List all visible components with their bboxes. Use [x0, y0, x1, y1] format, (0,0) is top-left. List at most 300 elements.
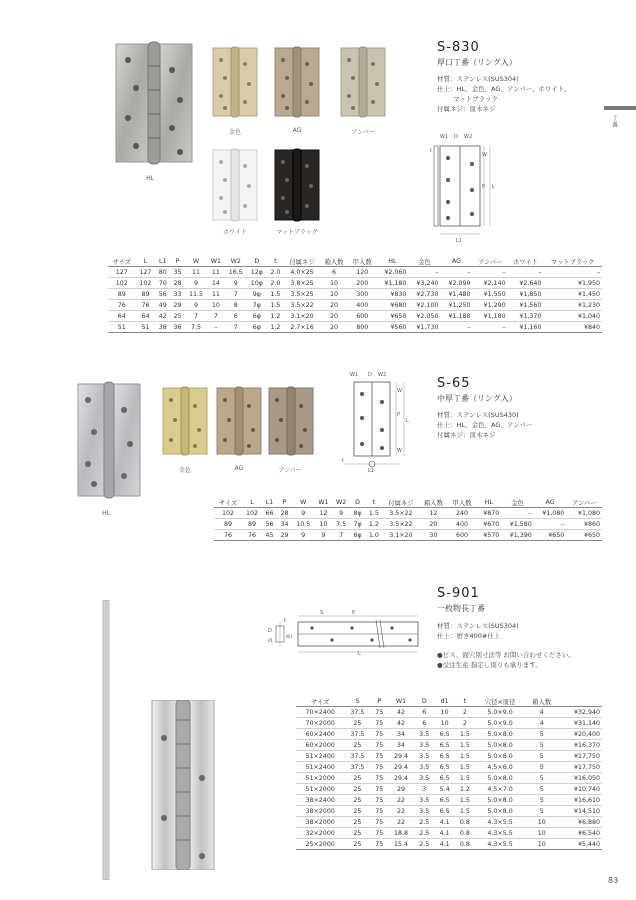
table-cell: –: [543, 267, 602, 278]
table-cell: ¥1,370: [508, 311, 544, 322]
s65-dim-w: W: [397, 388, 402, 394]
table-cell: 4.3×5.5: [475, 839, 525, 850]
table-cell: 29: [277, 530, 292, 541]
table-header-cell: S: [344, 696, 370, 707]
table-cell: 11: [207, 289, 225, 300]
table-cell: –: [207, 322, 225, 333]
table-cell: 102: [242, 508, 262, 519]
table-cell: 56: [262, 519, 277, 530]
table-cell: 800: [348, 322, 376, 333]
table-cell: ¥10,740: [558, 784, 602, 795]
table-cell: 75: [371, 828, 388, 839]
table-cell: 25: [344, 817, 370, 828]
table-cell: 3.5: [414, 729, 434, 740]
table-cell: 25: [344, 740, 370, 751]
s901-dim-t: t: [284, 618, 286, 624]
table-cell: 3.5: [414, 795, 434, 806]
table-cell: 400: [448, 519, 477, 530]
table-header-cell: P: [277, 497, 292, 508]
table-header-cell: サイズ: [214, 497, 242, 508]
table-cell: 102: [136, 278, 156, 289]
table-cell: 4.5×7.0: [475, 784, 525, 795]
table-cell: ¥17,750: [558, 762, 602, 773]
table-cell: ¥840: [543, 322, 602, 333]
s830-dim-d: D: [454, 134, 458, 140]
table-cell: –: [501, 508, 534, 519]
table-cell: 2.5: [414, 817, 434, 828]
table-row: [108, 289, 602, 300]
table-cell: 3.5: [414, 751, 434, 762]
table-cell: 76: [136, 300, 156, 311]
s65-amber-hinge-photo: [268, 386, 314, 456]
table-header-cell: t: [267, 256, 284, 267]
table-cell: 60×2000: [296, 740, 344, 751]
table-header-row: [108, 256, 602, 267]
table-cell: 38: [155, 322, 170, 333]
table-cell: ¥1,560: [508, 300, 544, 311]
s65-spec-line: 仕上：HL、金色、AG、アンバー: [437, 421, 533, 429]
table-cell: 42: [388, 718, 414, 729]
s830-spec-table: [108, 256, 602, 333]
table-row: [296, 762, 602, 773]
table-cell: 22: [388, 795, 414, 806]
table-header-cell: 甲入数: [448, 497, 477, 508]
table-cell: 5.4: [434, 784, 454, 795]
table-cell: ¥20,400: [558, 729, 602, 740]
table-cell: 4.3×5.5: [475, 828, 525, 839]
s65-caption-gold: 金色: [178, 467, 191, 474]
table-cell: ¥2,050: [408, 311, 440, 322]
s830-amber-hinge-photo: [340, 46, 386, 118]
table-cell: 33: [170, 289, 185, 300]
table-cell: 10: [525, 828, 558, 839]
table-cell: 5: [525, 806, 558, 817]
table-cell: 76: [242, 530, 262, 541]
table-cell: 75: [371, 718, 388, 729]
s65-spec-line: 材質：ステンレス(SUS430): [437, 411, 519, 419]
table-cell: ¥2,730: [408, 289, 440, 300]
table-cell: 10φ: [247, 278, 267, 289]
table-cell: 80: [155, 267, 170, 278]
table-cell: 37.5: [344, 751, 370, 762]
table-cell: 4.0×25: [284, 267, 320, 278]
table-cell: 6: [414, 707, 434, 718]
table-cell: 12φ: [247, 267, 267, 278]
s901-dim-d: D: [268, 628, 272, 634]
table-cell: ¥1,850: [508, 289, 544, 300]
s65-dim-l1: L1: [368, 468, 374, 474]
table-header-cell: マットブラック: [543, 256, 602, 267]
table-cell: 9: [185, 278, 207, 289]
s65-dim-w1: W1: [350, 372, 359, 378]
table-header-cell: W2: [332, 497, 350, 508]
s65-spec-line: 付属ネジ：皿木ネジ: [437, 431, 496, 439]
table-cell: 28: [277, 508, 292, 519]
table-cell: ¥830: [376, 289, 408, 300]
s830-dim-l: L: [492, 184, 495, 190]
table-cell: ¥1,180: [473, 311, 508, 322]
table-header-cell: L: [242, 497, 262, 508]
table-header-cell: d1: [434, 696, 454, 707]
table-cell: 7.5: [185, 322, 207, 333]
table-row: [108, 311, 602, 322]
table-cell: 25: [344, 784, 370, 795]
table-header-cell: t: [455, 696, 475, 707]
table-cell: 5: [525, 762, 558, 773]
table-cell: 7: [207, 311, 225, 322]
table-cell: 120: [348, 267, 376, 278]
table-cell: 4.3×5.5: [475, 817, 525, 828]
s901-subtitle: 一枚物長丁番: [437, 604, 485, 613]
s830-caption-gold: 金色: [228, 129, 241, 136]
table-cell: ¥1,040: [543, 311, 602, 322]
table-cell: 9: [314, 530, 332, 541]
table-cell: 7φ: [247, 300, 267, 311]
table-cell: ¥870: [476, 508, 501, 519]
s65-spec-block: [437, 410, 532, 440]
table-cell: ¥1,390: [501, 530, 534, 541]
table-cell: 0.8: [455, 817, 475, 828]
table-cell: 1.5: [455, 740, 475, 751]
table-cell: ¥6,880: [558, 817, 602, 828]
table-cell: 51×2000: [296, 784, 344, 795]
table-row: [296, 828, 602, 839]
s830-spec-line: 材質：ステンレス(SUS304): [437, 75, 519, 83]
table-header-cell: ホワイト: [508, 256, 544, 267]
table-cell: 6.5: [434, 740, 454, 751]
table-cell: 25: [344, 839, 370, 850]
s830-gold-hinge-photo: [212, 46, 258, 118]
table-cell: ¥1,080: [566, 508, 602, 519]
s901-spec-block: [437, 621, 519, 641]
table-cell: 5: [525, 773, 558, 784]
table-cell: 3: [414, 784, 434, 795]
table-cell: 4: [525, 707, 558, 718]
s65-dim-d: D: [368, 372, 372, 378]
table-cell: 10: [434, 718, 454, 729]
table-cell: 6φ: [247, 322, 267, 333]
table-header-cell: HL: [376, 256, 408, 267]
table-cell: ¥650: [566, 530, 602, 541]
table-cell: 25: [344, 828, 370, 839]
table-cell: 5: [525, 795, 558, 806]
table-header-cell: 付属ネジ: [383, 497, 419, 508]
table-cell: 7: [225, 322, 247, 333]
table-cell: ¥17,750: [558, 751, 602, 762]
side-tab-label: 丁番: [612, 115, 619, 129]
table-row: [296, 718, 602, 729]
table-cell: ¥2,090: [440, 278, 472, 289]
s901-notes: [437, 650, 575, 670]
table-cell: ¥680: [376, 300, 408, 311]
table-cell: 37.5: [344, 729, 370, 740]
table-header-cell: 箱入数: [419, 497, 448, 508]
table-cell: –: [408, 267, 440, 278]
table-cell: 70×2000: [296, 718, 344, 729]
table-header-cell: アンバー: [473, 256, 508, 267]
table-cell: ¥16,610: [558, 795, 602, 806]
table-row: [296, 817, 602, 828]
s830-spec-line: マットブラック: [453, 95, 498, 103]
table-cell: 75: [371, 707, 388, 718]
table-cell: 51×2400: [296, 762, 344, 773]
table-cell: ¥570: [476, 530, 501, 541]
table-header-cell: P: [371, 696, 388, 707]
table-cell: 5.0×8.0: [475, 773, 525, 784]
table-header-cell: サイズ: [296, 696, 344, 707]
table-cell: 51×2000: [296, 773, 344, 784]
table-cell: 29.4: [388, 751, 414, 762]
table-cell: 25: [344, 718, 370, 729]
table-cell: 76: [214, 530, 242, 541]
table-cell: 29: [170, 300, 185, 311]
table-cell: 4.1: [434, 828, 454, 839]
table-cell: 240: [448, 508, 477, 519]
table-cell: 2.5: [414, 839, 434, 850]
table-cell: 2.0: [267, 278, 284, 289]
s65-caption-amber: アンバー: [278, 467, 302, 474]
table-cell: 42: [155, 311, 170, 322]
table-cell: ¥31,140: [558, 718, 602, 729]
s830-caption-hl: HL: [146, 175, 154, 182]
table-cell: 4.5×6.0: [475, 762, 525, 773]
s901-model-title: S-901: [437, 586, 480, 601]
table-cell: 6.5: [434, 806, 454, 817]
s65-caption-ag: AG: [234, 465, 244, 472]
table-header-cell: AG: [440, 256, 472, 267]
table-cell: 6: [320, 267, 348, 278]
table-cell: 5: [525, 729, 558, 740]
s901-dim-d1: d1: [268, 638, 274, 643]
table-header-cell: [558, 696, 602, 707]
table-cell: ¥1,180: [440, 311, 472, 322]
table-cell: 10: [434, 707, 454, 718]
table-cell: 1.5: [455, 773, 475, 784]
s830-caption-white: ホワイト: [223, 229, 247, 236]
table-cell: ¥16,370: [558, 740, 602, 751]
table-cell: –: [440, 322, 472, 333]
table-cell: 6.5: [434, 795, 454, 806]
table-cell: ¥860: [566, 519, 602, 530]
s65-dim-w-bottom: W: [397, 448, 402, 454]
table-cell: 32×2000: [296, 828, 344, 839]
table-cell: 5: [525, 740, 558, 751]
table-cell: ¥1,230: [543, 300, 602, 311]
table-cell: ¥1,290: [473, 300, 508, 311]
table-cell: ¥6,540: [558, 828, 602, 839]
table-cell: 75: [371, 762, 388, 773]
s901-dim-w1: W1: [286, 634, 293, 639]
s901-dim-p: P: [352, 610, 356, 616]
table-cell: 60×2400: [296, 729, 344, 740]
table-cell: ¥1,580: [501, 519, 534, 530]
table-header-cell: W: [292, 497, 315, 508]
s830-dim-p: P: [482, 184, 486, 190]
table-cell: 9: [225, 278, 247, 289]
table-header-cell: t: [365, 497, 383, 508]
table-cell: 29: [388, 784, 414, 795]
table-cell: 11: [185, 267, 207, 278]
table-cell: 45: [262, 530, 277, 541]
table-cell: 10.5: [292, 519, 315, 530]
table-cell: 37.5: [344, 707, 370, 718]
table-cell: 7: [332, 530, 350, 541]
table-cell: 37.5: [344, 762, 370, 773]
table-cell: 102: [214, 508, 242, 519]
table-row: [214, 508, 602, 519]
table-cell: 64: [136, 311, 156, 322]
table-cell: 9: [292, 530, 315, 541]
table-cell: 30: [419, 530, 448, 541]
table-cell: –: [534, 519, 567, 530]
table-cell: 51×2400: [296, 751, 344, 762]
s830-ag-hinge-photo: [274, 46, 320, 118]
table-cell: 75: [371, 740, 388, 751]
table-cell: 75: [371, 751, 388, 762]
table-cell: 10: [314, 519, 332, 530]
table-cell: 10: [207, 300, 225, 311]
table-row: [108, 300, 602, 311]
table-header-cell: 箱入数: [320, 256, 348, 267]
table-row: [108, 322, 602, 333]
table-cell: 34: [388, 729, 414, 740]
table-cell: 18.8: [388, 828, 414, 839]
table-row: [296, 839, 602, 850]
table-cell: 6: [225, 311, 247, 322]
table-cell: 3.5: [414, 806, 434, 817]
table-cell: ¥560: [376, 322, 408, 333]
table-cell: 1.5: [455, 729, 475, 740]
table-header-cell: 箱入数: [525, 696, 558, 707]
table-cell: ¥650: [534, 530, 567, 541]
table-header-cell: 穴径×皿径: [475, 696, 525, 707]
table-cell: 1.2: [365, 519, 383, 530]
table-cell: 3.5×22: [383, 508, 419, 519]
table-cell: 49: [155, 300, 170, 311]
table-header-cell: L1: [262, 497, 277, 508]
table-cell: 200: [348, 278, 376, 289]
table-cell: 4.1: [434, 839, 454, 850]
table-row: [296, 740, 602, 751]
table-cell: 10: [525, 817, 558, 828]
table-cell: 22: [388, 817, 414, 828]
table-cell: 102: [108, 278, 136, 289]
s901-note: ●受注生産 指定し別りも承ります。: [437, 661, 542, 669]
table-cell: 600: [348, 311, 376, 322]
table-cell: 5.0×9.0: [475, 707, 525, 718]
s65-dim-t: t: [342, 458, 344, 464]
table-cell: 12: [419, 508, 448, 519]
table-cell: 5.0×8.0: [475, 729, 525, 740]
table-cell: 35: [170, 267, 185, 278]
table-cell: 75: [371, 817, 388, 828]
table-cell: 3.5: [414, 762, 434, 773]
table-cell: 5.0×9.0: [475, 718, 525, 729]
s65-dim-p: P: [397, 412, 401, 418]
s65-dim-l: L: [406, 418, 409, 424]
table-cell: 14: [207, 278, 225, 289]
s830-dim-t: t: [430, 148, 432, 154]
s830-white-hinge-photo: [212, 148, 258, 222]
s830-subtitle: 厚口丁番（リング入）: [437, 58, 517, 67]
table-header-cell: D: [350, 497, 365, 508]
table-cell: 4.1: [434, 817, 454, 828]
table-cell: 600: [448, 530, 477, 541]
table-cell: 9φ: [247, 289, 267, 300]
table-cell: 75: [371, 795, 388, 806]
table-cell: ¥1,950: [543, 278, 602, 289]
table-cell: ¥670: [476, 519, 501, 530]
table-cell: 38×2000: [296, 817, 344, 828]
table-header-cell: 金色: [408, 256, 440, 267]
table-cell: –: [473, 267, 508, 278]
table-cell: 1.5: [455, 762, 475, 773]
table-cell: 400: [348, 300, 376, 311]
table-cell: 25: [344, 806, 370, 817]
s901-dim-s: S: [320, 610, 324, 616]
table-cell: 70×2400: [296, 707, 344, 718]
table-cell: 20: [320, 311, 348, 322]
table-cell: 1.2: [455, 784, 475, 795]
table-cell: 8: [225, 300, 247, 311]
table-cell: 11: [207, 267, 225, 278]
table-cell: 42: [388, 707, 414, 718]
table-header-cell: 金色: [501, 497, 534, 508]
table-row: [214, 530, 602, 541]
s830-dim-w2: W2: [464, 134, 473, 140]
table-cell: 127: [108, 267, 136, 278]
table-cell: 10: [320, 289, 348, 300]
s901-technical-drawing: [268, 608, 426, 656]
table-header-cell: W2: [225, 256, 247, 267]
table-cell: 1.0: [365, 530, 383, 541]
table-cell: 5.0×8.0: [475, 740, 525, 751]
table-cell: 25: [344, 795, 370, 806]
s65-spec-table: [214, 497, 602, 541]
s65-gold-hinge-photo: [162, 386, 208, 456]
table-row: [108, 267, 602, 278]
page-number: 83: [608, 876, 619, 885]
table-cell: ¥1,080: [534, 508, 567, 519]
table-cell: 15.4: [388, 839, 414, 850]
s65-dim-w2: W2: [378, 372, 387, 378]
table-header-cell: 甲入数: [348, 256, 376, 267]
table-cell: 7: [225, 289, 247, 300]
table-cell: 3.1×20: [383, 530, 419, 541]
table-header-cell: W1: [314, 497, 332, 508]
table-header-cell: 付属ネジ: [284, 256, 320, 267]
table-cell: 20: [419, 519, 448, 530]
s830-caption-black: マットブラック: [276, 229, 318, 236]
table-cell: –: [508, 267, 544, 278]
table-cell: 76: [108, 300, 136, 311]
table-cell: 51: [108, 322, 136, 333]
table-cell: 64: [108, 311, 136, 322]
table-cell: 28: [170, 278, 185, 289]
table-row: [108, 278, 602, 289]
table-cell: 3.5×25: [284, 289, 320, 300]
table-cell: ¥3,240: [408, 278, 440, 289]
table-cell: 1.2: [267, 311, 284, 322]
side-tab-bar: [604, 106, 636, 110]
table-cell: 1.5: [365, 508, 383, 519]
s830-model-title: S-830: [437, 40, 480, 55]
table-cell: 20: [320, 322, 348, 333]
s901-spec-line: 材質：ステンレス(SUS304): [437, 622, 519, 630]
table-cell: 89: [108, 289, 136, 300]
table-header-cell: W1: [207, 256, 225, 267]
table-header-row: [214, 497, 602, 508]
